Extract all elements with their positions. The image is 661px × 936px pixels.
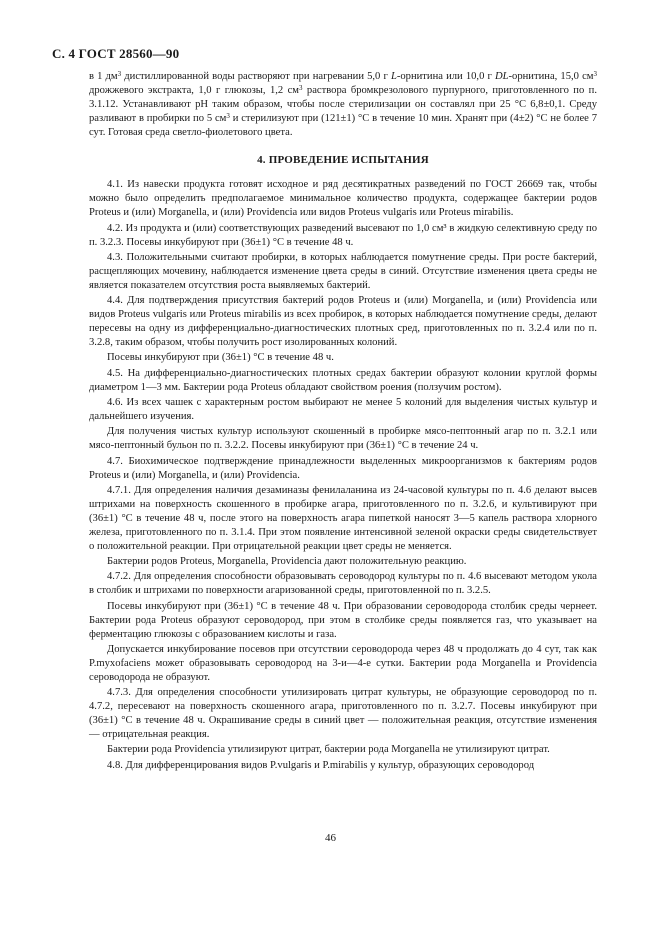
paragraph-4-7-1: 4.7.1. Для определения наличия дезаминазы фенилаланина из 24-часовой культуры по п. 4.6 делают высев штрихами на поверхность скошенного в пробирке агара, приготовленного по п. 3.2.6, и культивируют при (36±1) °С в течение 48 ч, после этого на поверхность агара пипеткой наносят 3—5 капель раствора хлорного железа, приготовленного по п. 3.1.4. При этом появление интенсивной зеленой окраски среды свидетельствует о положительной реакции. При отрицательной реакции цвет среды не меняется. (89, 484, 597, 552)
superscript: 3 (117, 69, 122, 78)
body-text (89, 70, 597, 774)
intro-text: -орнитина, 15,0 см (508, 71, 594, 82)
paragraph-4-1: 4.1. Из навески продукта готовят исходное и ряд десятикратных разведений по ГОСТ 26669 так, чтобы можно было определить предполагаемое минимальное количество продукта, содержащее бактерии родов Proteus и (или) Morganella, и (или) Providencia или видов Proteus vulgaris или Proteus mirabilis. (89, 179, 597, 219)
paragraph-4-5: 4.5. На дифференциально-диагностических плотных средах бактерии образуют колонии круглой формы диаметром 1—3 мм. Бактерии рода Proteus обладают свойством роения (ползучим ростом). (89, 367, 597, 393)
paragraph-4-4: 4.4. Для подтверждения присутствия бактерий родов Proteus и (или) Morganella, и (или) Providencia или видов Proteus vulgaris или Proteus mirabilis из всех пробирок, в которых наблюдается помутнение среды, делают пересевы на одну из дифференциально-диагностических плотных сред, приготовленных по п. 3.2.4 или по п. 3.2.8, таким образом, чтобы получить рост изолированных колоний. (89, 295, 597, 348)
paragraph-4-7-2: 4.7.2. Для определения способности образовывать сероводород культуры по п. 4.6 высевают методом укола в столбик и штрихами по поверхности агаризованной среды, приготовленной по п. 3.2.5. (89, 571, 597, 597)
intro-text: в 1 дм (89, 71, 118, 82)
paragraph-4-6: 4.6. Из всех чашек с характерным ростом выбирают не менее 5 колоний для выделения чистых культур и дальнейшего изучения. (89, 397, 597, 422)
section-heading: 4. ПРОВЕДЕНИЕ ИСПЫТАНИЯ (257, 153, 429, 166)
intro-text: и стерилизуют при (121±1) °С в течение 10 мин. Хранят при (4±2) °С не более 7 сут. Готовая среда светло-фиолетового цвета. (89, 112, 597, 138)
paragraph-4-2: 4.2. Из продукта и (или) соответствующих разведений высевают по 1,0 см³ в жидкую селективную среду по п. 3.2.3. Посевы инкубируют при (36±1) °С в течение 48 ч. (89, 222, 597, 248)
superscript: 3 (299, 83, 303, 92)
paragraph-4-4-incubation: Посевы инкубируют при (36±1) °С в течение 48 ч. (107, 352, 334, 364)
superscript: 3 (593, 69, 597, 78)
intro-text: дрожжевого экстракта, 1,0 г глюкозы, 1,2 см (89, 84, 299, 96)
paragraph-4-7-3-result: Бактерии рода Providencia утилизируют цитрат, бактерии рода Morganella не утилизируют цитрат. (107, 744, 550, 756)
page-number: 46 (325, 832, 336, 844)
italic-prefix: L (390, 71, 397, 82)
paragraph-4-7-3: 4.7.3. Для определения способности утилизировать цитрат культуры, не образующие сероводород по п. 4.7.2, пересевают на поверхность скошенного агара, приготовленного по п. 3.2.7. Посевы инкубируют при (36±1) °С в течение 48 ч. Окрашивание среды в синий цвет — положительная реакция, отсутствие изменения — отрицательная реакция. (89, 687, 597, 740)
paragraph-4-8: 4.8. Для дифференцирования видов P.vulgaris и P.mirabilis у культур, образующих сероводород (107, 759, 535, 771)
paragraph-4-7-2-extended: Допускается инкубирование посевов при отсутствии сероводорода через 48 ч продолжать до 4 сут, так как P.myxofaciens может образовывать сероводород на 3-и—4-е сутки. Бактерии рода Morganella и Providencia сероводорода не образуют. (89, 643, 597, 683)
paragraph-4-6-pure-cultures: Для получения чистых культур используют скошенный в пробирке мясо-пептонный агар по п. 3.2.1 или мясо-пептонный бульон по п. 3.2.2. Посевы инкубируют при (36±1) °С в течение 24 ч. (89, 426, 597, 452)
paragraph-4-3: 4.3. Положительными считают пробирки, в которых наблюдается помутнение среды. При росте бактерий, расщепляющих мочевину, наблюдается изменение цвета среды в синий. Отсутствие изменения цвета среды не является показателем отсутствия роста выявляемых бактерий. (89, 251, 597, 291)
intro-text: раствора бромкрезолового пурпурного, приготовленного по п. 3.1.12. Устанавливают рН таким образом, чтобы после стерилизации он составлял при 25 °С 6,8±0,1. Среду разливают в пробирки по 5 см (89, 84, 597, 124)
intro-text: дистиллированной воды растворяют при нагревании 5,0 г (121, 71, 391, 82)
paragraph-4-7: 4.7. Биохимическое подтверждение принадлежности выделенных микроорганизмов к бактериям родов Proteus и (или) Morganella, и (или) Providencia. (89, 455, 597, 481)
superscript: 3 (226, 111, 230, 120)
running-header: С. 4 ГОСТ 28560—90 (52, 46, 180, 61)
italic-prefix: DL (494, 71, 509, 82)
intro-paragraph (89, 70, 597, 140)
paragraph-4-7-1-result: Бактерии родов Proteus, Morganella, Providencia дают положительную реакцию. (107, 556, 467, 567)
paragraph-4-7-2-incubation: Посевы инкубируют при (36±1) °С в течение 48 ч. При образовании сероводорода столбик среды чернеет. Бактерии рода Proteus образуют сероводород, при этом в столбике среды появляется газ, что указывает на ферментацию глюкозы с образованием кислоты и газа. (89, 600, 597, 640)
intro-text: -орнитина или 10,0 г (396, 71, 495, 82)
